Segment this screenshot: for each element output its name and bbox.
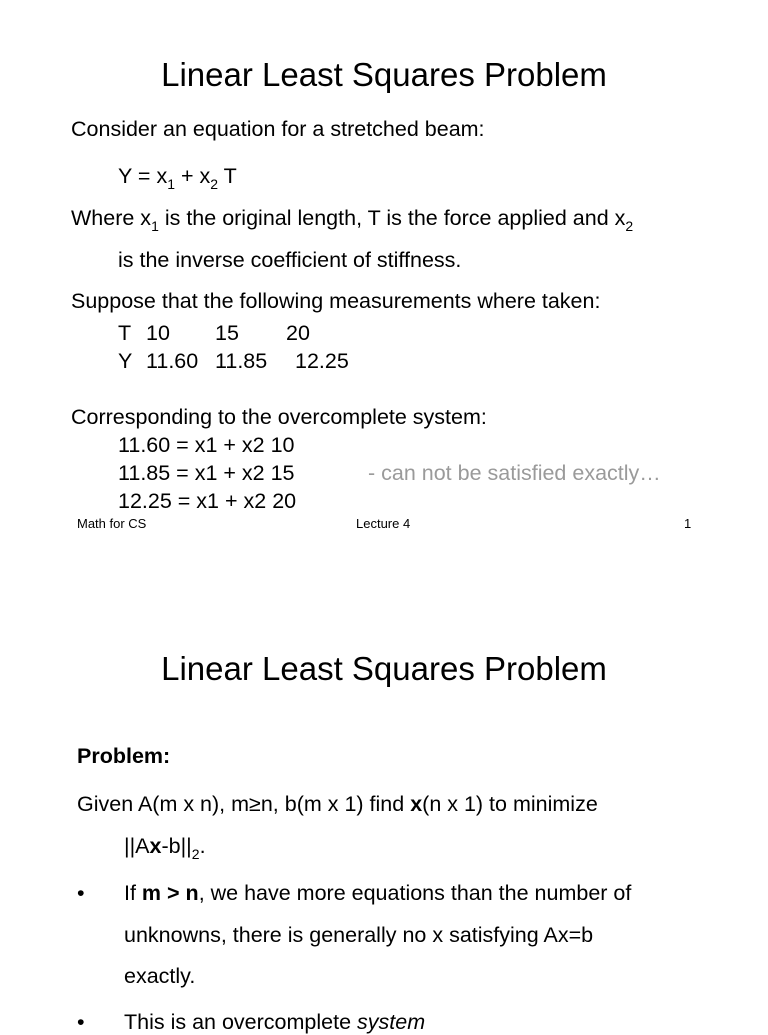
measurement-value: 10 [146, 321, 170, 345]
bullet-text-continued: exactly. [124, 964, 196, 988]
measurement-row-t [118, 321, 131, 346]
bullet-text-continued: unknowns, there is generally no x satisfying Ax=b [124, 923, 594, 947]
measurement-value: 11.85 [215, 349, 268, 373]
system-equation: 12.25 = x1 + x2 20 [118, 489, 297, 513]
measurement-value: 20 [286, 321, 310, 345]
system-equation: 11.85 = x1 + x2 15 [118, 461, 295, 485]
row-label: T [118, 321, 132, 345]
beam-equation: $Y = x_1 + x_2$ T [118, 164, 237, 192]
bullet-text: This is an overcomplete system [124, 1010, 426, 1034]
measurement-value: 15 [215, 321, 239, 345]
footer-course: Math for CS [77, 516, 147, 531]
footer-page-number: 1 [684, 516, 692, 531]
where-continued: is the inverse coefficient of stiffness. [118, 248, 462, 272]
slide2-title: Linear Least Squares Problem [161, 650, 607, 687]
row-label: Y [118, 349, 133, 373]
measurement-value: 11.60 [146, 349, 199, 373]
problem-label: Problem: [77, 744, 171, 768]
given-text: Given A(m x n), m≥n, b(m x 1) find x(n x 1) to minimize [77, 792, 598, 816]
footer-lecture: Lecture 4 [356, 516, 411, 531]
bullet-marker: • [77, 1010, 85, 1034]
slide1-title: Linear Least Squares Problem [161, 56, 607, 93]
bullet-marker: • [77, 881, 85, 905]
suppose-text: Suppose that the following measurements where taken: [71, 289, 601, 313]
measurement-row-y [118, 349, 132, 374]
unsatisfiable-note: - can not be satisfied exactly… [368, 461, 661, 485]
bullet-text: If m > n, we have more equations than the number of [124, 881, 632, 905]
norm-expression: $||Ax-b||_2$. [124, 834, 206, 862]
measurement-value: 12.25 [295, 349, 349, 373]
corresponding-text: Corresponding to the overcomplete system: [71, 405, 487, 429]
system-equation: 11.60 = x1 + x2 10 [118, 433, 295, 457]
intro-text: Consider an equation for a stretched beam: [71, 117, 485, 141]
where-text: Where $x_1$ is the original length, T is the force applied and $x_2$ [71, 206, 634, 234]
